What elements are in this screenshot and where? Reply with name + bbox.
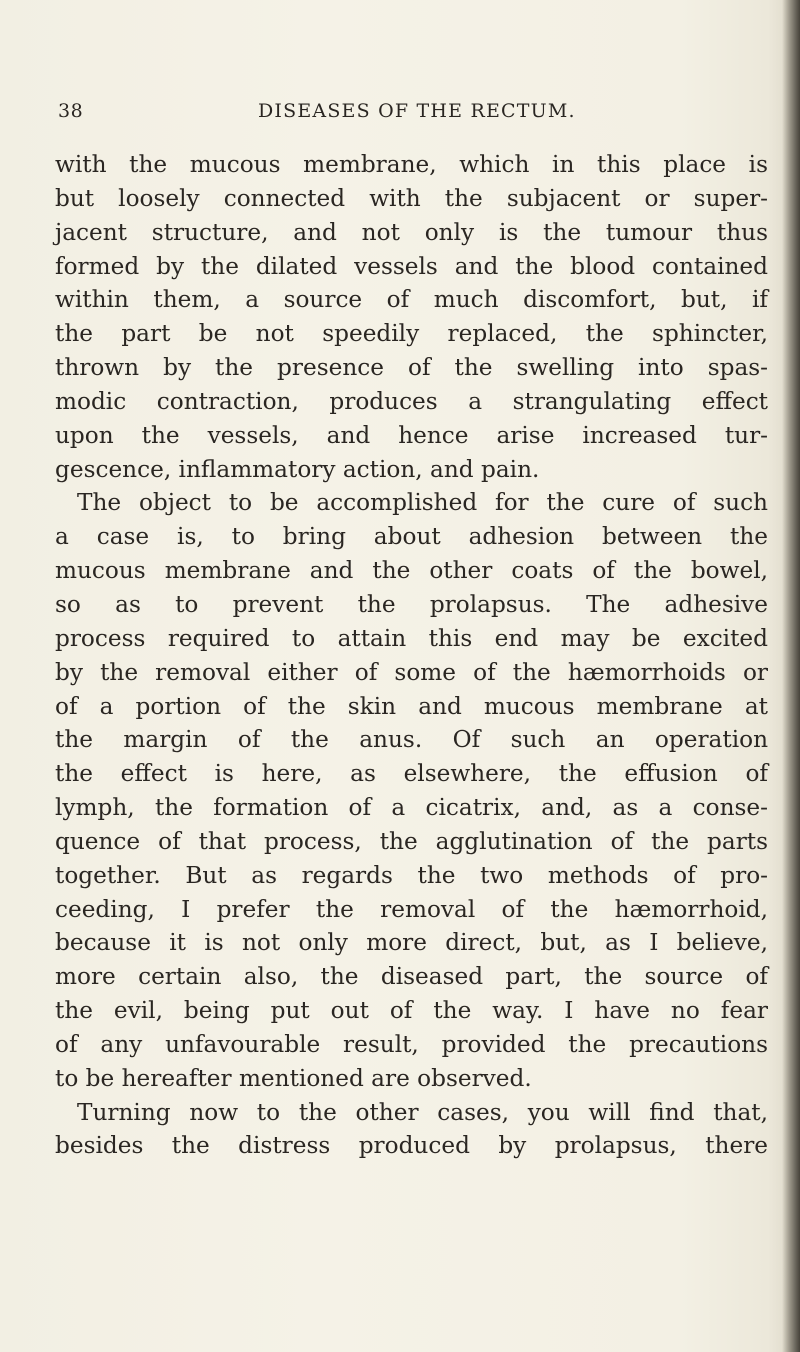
text-line: quence of that process, the agglutination of the parts	[55, 827, 768, 855]
text-line: more certain also, the diseased part, the source of	[55, 963, 768, 991]
text-line: lymph, the formation of a cicatrix, and, as a conse-	[55, 794, 768, 822]
page-number: 38	[58, 100, 84, 122]
text-line: upon the vessels, and hence arise increased tur-	[55, 421, 768, 449]
text-line: process required to attain this end may be excited	[55, 624, 768, 652]
text-line: but loosely connected with the subjacent or super-	[55, 184, 768, 212]
text-line: besides the distress produced by prolapsus, there	[55, 1132, 768, 1160]
running-head: DISEASES OF THE RECTUM.	[258, 100, 576, 122]
text-line: jacent structure, and not only is the tumour thus	[55, 218, 768, 246]
text-line: the part be not speedily replaced, the sphincter,	[55, 320, 768, 348]
text-line: to be hereafter mentioned are observed.	[55, 1064, 532, 1092]
text-line: thrown by the presence of the swelling into spas-	[55, 354, 768, 382]
text-line: of a portion of the skin and mucous membrane at	[55, 692, 768, 720]
text-line: together. But as regards the two methods of pro-	[55, 861, 768, 889]
page-header	[58, 100, 760, 130]
text-line: formed by the dilated vessels and the blood contained	[55, 252, 768, 280]
text-line: so as to prevent the prolapsus. The adhesive	[55, 590, 768, 618]
text-line: modic contraction, produces a strangulating effect	[55, 387, 768, 415]
text-line: of any unfavourable result, provided the precautions	[55, 1030, 768, 1058]
text-line: the margin of the anus. Of such an operation	[55, 726, 768, 754]
paragraph-start-line: The object to be accomplished for the cure of such	[77, 489, 768, 517]
text-line: the effect is here, as elsewhere, the effusion of	[55, 760, 768, 788]
text-line: with the mucous membrane, which in this place is	[55, 151, 768, 178]
text-line: a case is, to bring about adhesion between the	[55, 523, 768, 551]
text-line: mucous membrane and the other coats of the bowel,	[55, 557, 768, 585]
body-text	[55, 148, 768, 1163]
page-edge-shadow	[782, 0, 800, 1352]
text-line: within them, a source of much discomfort, but, if	[55, 286, 768, 314]
paragraph-start-line: Turning now to the other cases, you will find that,	[77, 1098, 768, 1126]
text-line: because it is not only more direct, but, as I believe,	[55, 929, 768, 957]
text-line: gescence, inflammatory action, and pain.	[55, 455, 540, 483]
text-line: ceeding, I prefer the removal of the hæmorrhoid,	[55, 895, 768, 923]
text-line: the evil, being put out of the way. I have no fear	[55, 997, 768, 1025]
text-line: by the removal either of some of the hæmorrhoids or	[55, 658, 768, 686]
